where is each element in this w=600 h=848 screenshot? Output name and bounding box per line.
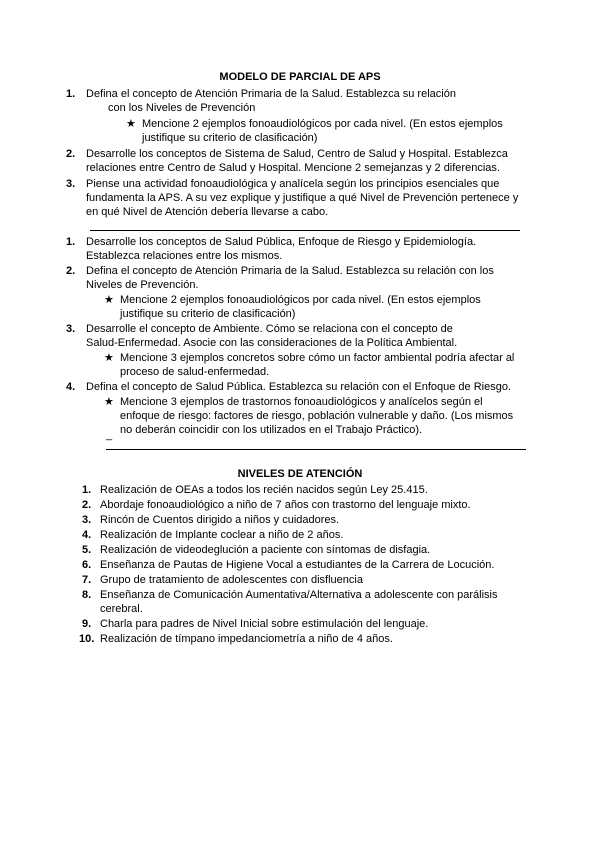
s1-q1-sub-line2: justifique su criterio de clasificación) <box>142 132 318 144</box>
s2-q2-line1: Defina el concepto de Atención Primaria de la Salud. Establezca su relación con los <box>86 265 494 277</box>
s3-item-6-number: 6. <box>82 559 92 571</box>
separator-line-1 <box>90 230 520 231</box>
s2-q3-number: 3. <box>66 323 76 335</box>
s1-q1-line1: Defina el concepto de Atención Primaria de la Salud. Establezca su relación <box>86 88 456 100</box>
s1-q2-line1: Desarrolle los conceptos de Sistema de Salud, Centro de Salud y Hospital. Establezca <box>86 148 508 160</box>
s1-q2-line2: relaciones entre Centro de Salud y Hospital. Mencione 2 semejanzas y 2 diferencias. <box>86 162 500 174</box>
s3-item-6-text: Enseñanza de Pautas de Higiene Vocal a estudiantes de la Carrera de Locución. <box>100 559 495 571</box>
s2-q2-sub-line2: justifique su criterio de clasificación) <box>120 308 296 320</box>
s2-q3-line2: Salud-Enfermedad. Asocie con las consideraciones de la Política Ambiental. <box>86 337 458 349</box>
s3-item-2-text: Abordaje fonoaudiológico a niño de 7 años con trastorno del lenguaje mixto. <box>100 499 471 511</box>
s2-q4-sub-line1: Mencione 3 ejemplos de trastornos fonoaudiológicos y analícelos según el <box>120 396 483 408</box>
section3-title: NIVELES DE ATENCIÓN <box>237 468 363 480</box>
s2-q4-line1: Defina el concepto de Salud Pública. Establezca su relación con el Enfoque de Riesgo. <box>86 381 511 393</box>
s2-q2-line2: Niveles de Prevención. <box>86 279 199 291</box>
s2-q1-line1: Desarrolle los conceptos de Salud Pública, Enfoque de Riesgo y Epidemiología. <box>86 236 477 248</box>
s3-item-10-number: 10. <box>79 633 95 645</box>
s2-q4-sub-line3: no deberán coincidir con los utilizados en el Trabajo Práctico). <box>120 424 423 436</box>
s3-item-8-text-cont: cerebral. <box>100 603 143 615</box>
s1-q1-sub-line1: Mencione 2 ejemplos fonoaudiológicos por cada nivel. (En estos ejemplos <box>142 118 503 130</box>
s3-item-5-number: 5. <box>82 544 92 556</box>
s3-item-10-text: Realización de tímpano impedanciometría a niño de 4 años. <box>100 633 393 645</box>
s3-item-4-number: 4. <box>82 529 92 541</box>
s2-q3-sub-line1: Mencione 3 ejemplos concretos sobre cómo un factor ambiental podría afectar al <box>120 352 515 364</box>
star-bullet-icon: ★ <box>104 396 114 408</box>
section1-title: MODELO DE PARCIAL DE APS <box>219 71 381 83</box>
s2-q3-sub-line2: proceso de salud-enfermedad. <box>120 366 270 378</box>
star-bullet-icon: ★ <box>104 294 114 306</box>
s3-item-1-text: Realización de OEAs a todos los recién nacidos según Ley 25.415. <box>100 484 428 496</box>
s3-item-9-text: Charla para padres de Nivel Inicial sobre estimulación del lenguaje. <box>100 618 429 630</box>
s1-q3-line2: fundamenta la APS. A su vez explique y justifique a qué Nivel de Prevención pertenece y <box>86 192 519 204</box>
s3-item-7-text: Grupo de tratamiento de adolescentes con disfluencia <box>100 574 363 586</box>
s1-q3-number: 3. <box>66 178 76 190</box>
s3-item-2-number: 2. <box>82 499 92 511</box>
s3-item-8-text: Enseñanza de Comunicación Aumentativa/Alternativa a adolescente con parálisis <box>100 589 498 601</box>
s2-q2-number: 2. <box>66 265 76 277</box>
s3-item-1-number: 1. <box>82 484 92 496</box>
star-bullet-icon: ★ <box>126 118 136 130</box>
separator-tail: _ <box>106 429 113 441</box>
s1-q3-line1: Piense una actividad fonoaudiológica y analícela según los principios esenciales que <box>86 178 500 190</box>
s2-q1-number: 1. <box>66 236 76 248</box>
s2-q4-sub-line2: enfoque de riesgo: factores de riesgo, población vulnerable y daño. (Los mismos <box>120 410 514 422</box>
s3-item-3-number: 3. <box>82 514 92 526</box>
s1-q1-line2: con los Niveles de Prevención <box>108 102 256 114</box>
s1-q2-number: 2. <box>66 148 76 160</box>
s3-item-4-text: Realización de Implante coclear a niño de 2 años. <box>100 529 344 541</box>
s3-item-8-number: 8. <box>82 589 92 601</box>
s3-item-3-text: Rincón de Cuentos dirigido a niños y cuidadores. <box>100 514 340 526</box>
s3-item-5-text: Realización de videodeglución a paciente con síntomas de disfagia. <box>100 544 431 556</box>
s2-q1-line2: Establezca relaciones entre los mismos. <box>86 250 283 262</box>
s1-q3-line3: en qué Nivel de Atención debería llevarse a cabo. <box>86 206 329 218</box>
s1-q1-number: 1. <box>66 88 76 100</box>
s2-q3-line1: Desarrolle el concepto de Ambiente. Cómo se relaciona con el concepto de <box>86 323 453 335</box>
s2-q2-sub-line1: Mencione 2 ejemplos fonoaudiológicos por cada nivel. (En estos ejemplos <box>120 294 481 306</box>
s3-item-7-number: 7. <box>82 574 92 586</box>
separator-line-2 <box>106 449 526 450</box>
s3-item-9-number: 9. <box>82 618 92 630</box>
s2-q4-number: 4. <box>66 381 76 393</box>
star-bullet-icon: ★ <box>104 352 114 364</box>
